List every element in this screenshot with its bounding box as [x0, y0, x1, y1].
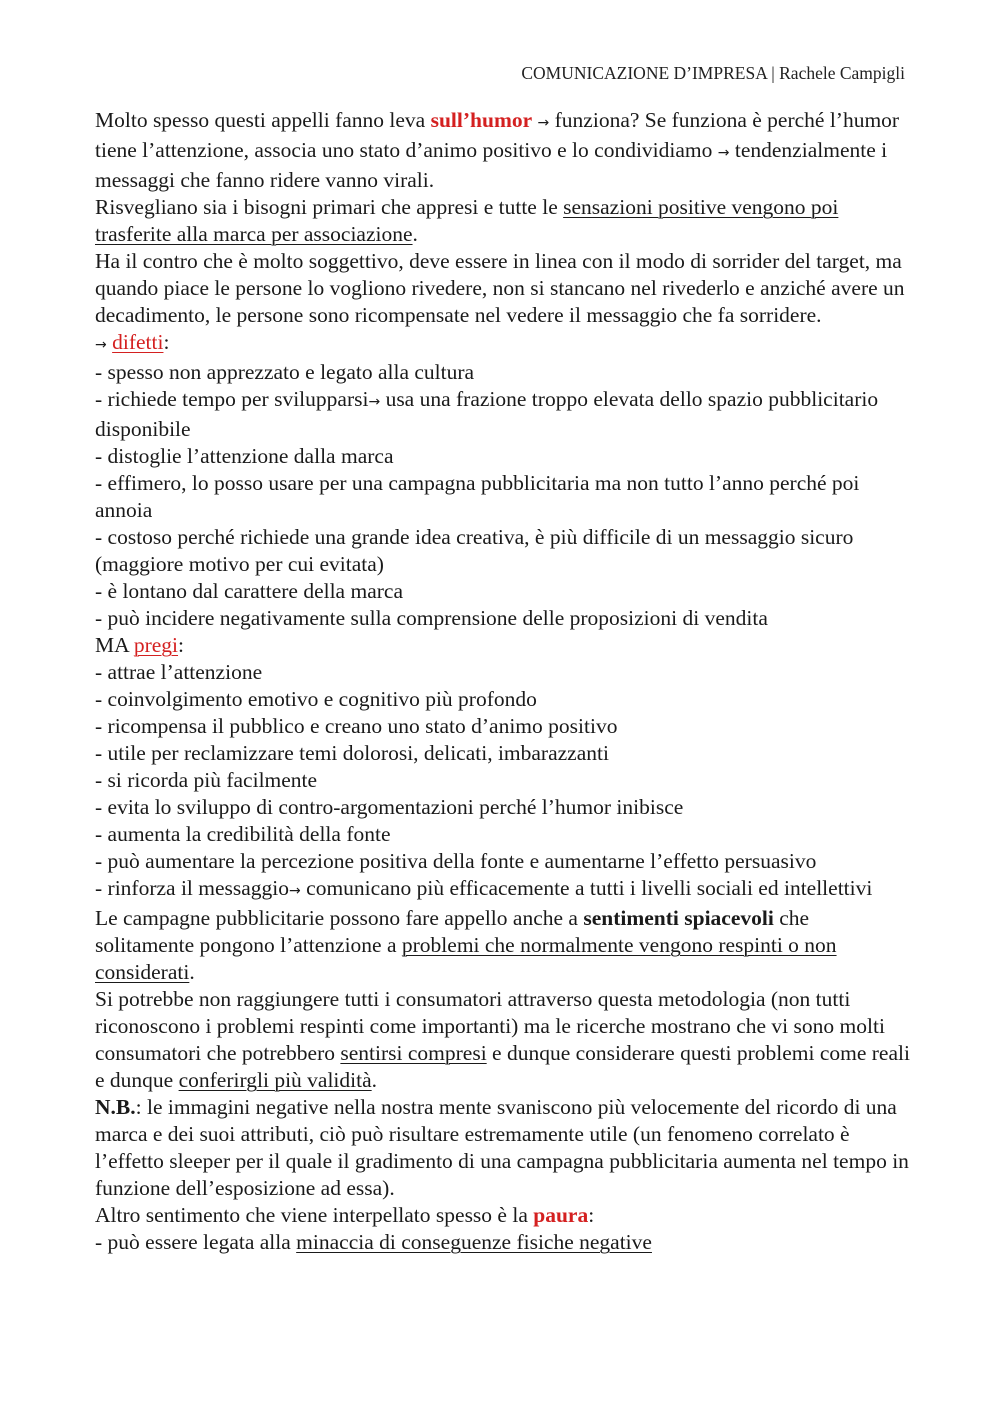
list-item: - attrae l’attenzione: [95, 660, 263, 684]
keyword-humor: sull’humor: [430, 108, 533, 132]
list-item: - è lontano dal carattere della marca: [95, 579, 403, 603]
list-item: - costoso perché richiede una grande idea creativa, è più difficile di un messaggio sicuro (maggiore motivo per cui evitata): [95, 525, 854, 576]
list-item: - effimero, lo posso usare per una campagna pubblicitaria ma non tutto l’anno perché poi annoia: [95, 471, 860, 522]
right-arrow-icon: →: [368, 394, 381, 410]
paragraph-sentimenti: Le campagne pubblicitarie possono fare appello anche a sentimenti spiacevoli che solitamente pongono l’attenzione a problemi che normalmente vengono respinti o non considerati.: [95, 906, 837, 984]
nb-label: N.B.: [95, 1095, 136, 1119]
underlined-phrase: conferirgli più validità: [178, 1068, 372, 1092]
keyword-paura: paura: [533, 1203, 589, 1227]
page-header: COMUNICAZIONE D’IMPRESA | Rachele Campigli: [521, 63, 905, 83]
list-item: - evita lo sviluppo di contro-argomentazioni perché l’humor inibisce: [95, 795, 684, 819]
right-arrow-icon: →: [537, 115, 550, 131]
list-item: - utile per reclamizzare temi dolorosi, delicati, imbarazzanti: [95, 741, 609, 765]
paragraph-consumatori: Si potrebbe non raggiungere tutti i consumatori attraverso questa metodologia (non tutti riconoscono i problemi respinti come importanti) ma le ricerche mostrano che vi sono molti consumatori che potrebbero sentirsi compresi e dunque considerare questi problemi come reali e dunque conferirgli più validità.: [95, 987, 910, 1092]
list-item: - coinvolgimento emotivo e cognitivo più profondo: [95, 687, 537, 711]
underlined-phrase: problemi che normalmente vengono respinti o non considerati: [95, 933, 837, 984]
paragraph-nb: N.B.: le immagini negative nella nostra mente svaniscono più velocemente del ricordo di una marca e dei suoi attributi, ciò può risultare estremamente utile (un fenomeno correlato è l’effetto sleeper per il quale il gradimento di una campagna pubblicitaria aumenta nel tempo in funzione dell’esposizione ad essa).: [95, 1095, 909, 1200]
underlined-phrase: minaccia di conseguenze fisiche negative: [296, 1230, 652, 1254]
list-item: - spesso non apprezzato e legato alla cultura: [95, 360, 475, 384]
pregi-label: pregi: [133, 633, 179, 657]
list-item: - richiede tempo per svilupparsi→ usa una frazione troppo elevata dello spazio pubblicitario disponibile: [95, 387, 879, 441]
paragraph-humor: Molto spesso questi appelli fanno leva sull’humor → funziona? Se funziona è perché l’humor tiene l’attenzione, associa uno stato d’animo positivo e lo condividiamo → tendenzialmente i messaggi che fanno ridere vanno virali.: [95, 108, 900, 192]
list-item: - può aumentare la percezione positiva della fonte e aumentarne l’effetto persuasivo: [95, 849, 817, 873]
underlined-phrase: sentirsi compresi: [340, 1041, 487, 1065]
right-arrow-icon: →: [289, 883, 301, 899]
paragraph-soggettivo: Ha il contro che è molto soggettivo, deve essere in linea con il modo di sorrider del target, ma quando piace le persone lo vogliono rivedere, non si stancano nel rivederlo e anziché avere un decadimento, le persone sono ricompensate nel vedere il messaggio che fa sorridere.: [95, 249, 905, 327]
list-item: - distoglie l’attenzione dalla marca: [95, 444, 394, 468]
document-body: [95, 107, 910, 1256]
difetti-heading: → difetti:: [95, 330, 170, 354]
list-item: - può incidere negativamente sulla comprensione delle proposizioni di vendita: [95, 606, 768, 630]
paragraph-bisogni: Risvegliano sia i bisogni primari che appresi e tutte le sensazioni positive vengono poi trasferite alla marca per associazione.: [95, 195, 839, 246]
underlined-phrase: sensazioni positive vengono poi trasferite alla marca per associazione: [95, 195, 839, 246]
list-item: - ricompensa il pubblico e creano uno stato d’animo positivo: [95, 714, 618, 738]
list-item: - può essere legata alla minaccia di conseguenze fisiche negative: [95, 1230, 652, 1254]
right-arrow-icon: →: [717, 145, 730, 161]
paragraph-paura: Altro sentimento che viene interpellato spesso è la paura:: [95, 1203, 595, 1227]
right-arrow-icon: →: [95, 337, 107, 353]
list-item: - si ricorda più facilmente: [95, 768, 318, 792]
list-item: - aumenta la credibilità della fonte: [95, 822, 391, 846]
keyword-sentimenti: sentimenti spiacevoli: [583, 906, 774, 930]
difetti-label: difetti: [112, 330, 164, 354]
pregi-heading: MA pregi:: [95, 633, 185, 657]
list-item: - rinforza il messaggio→ comunicano più efficacemente a tutti i livelli sociali ed intellettivi: [95, 876, 873, 900]
